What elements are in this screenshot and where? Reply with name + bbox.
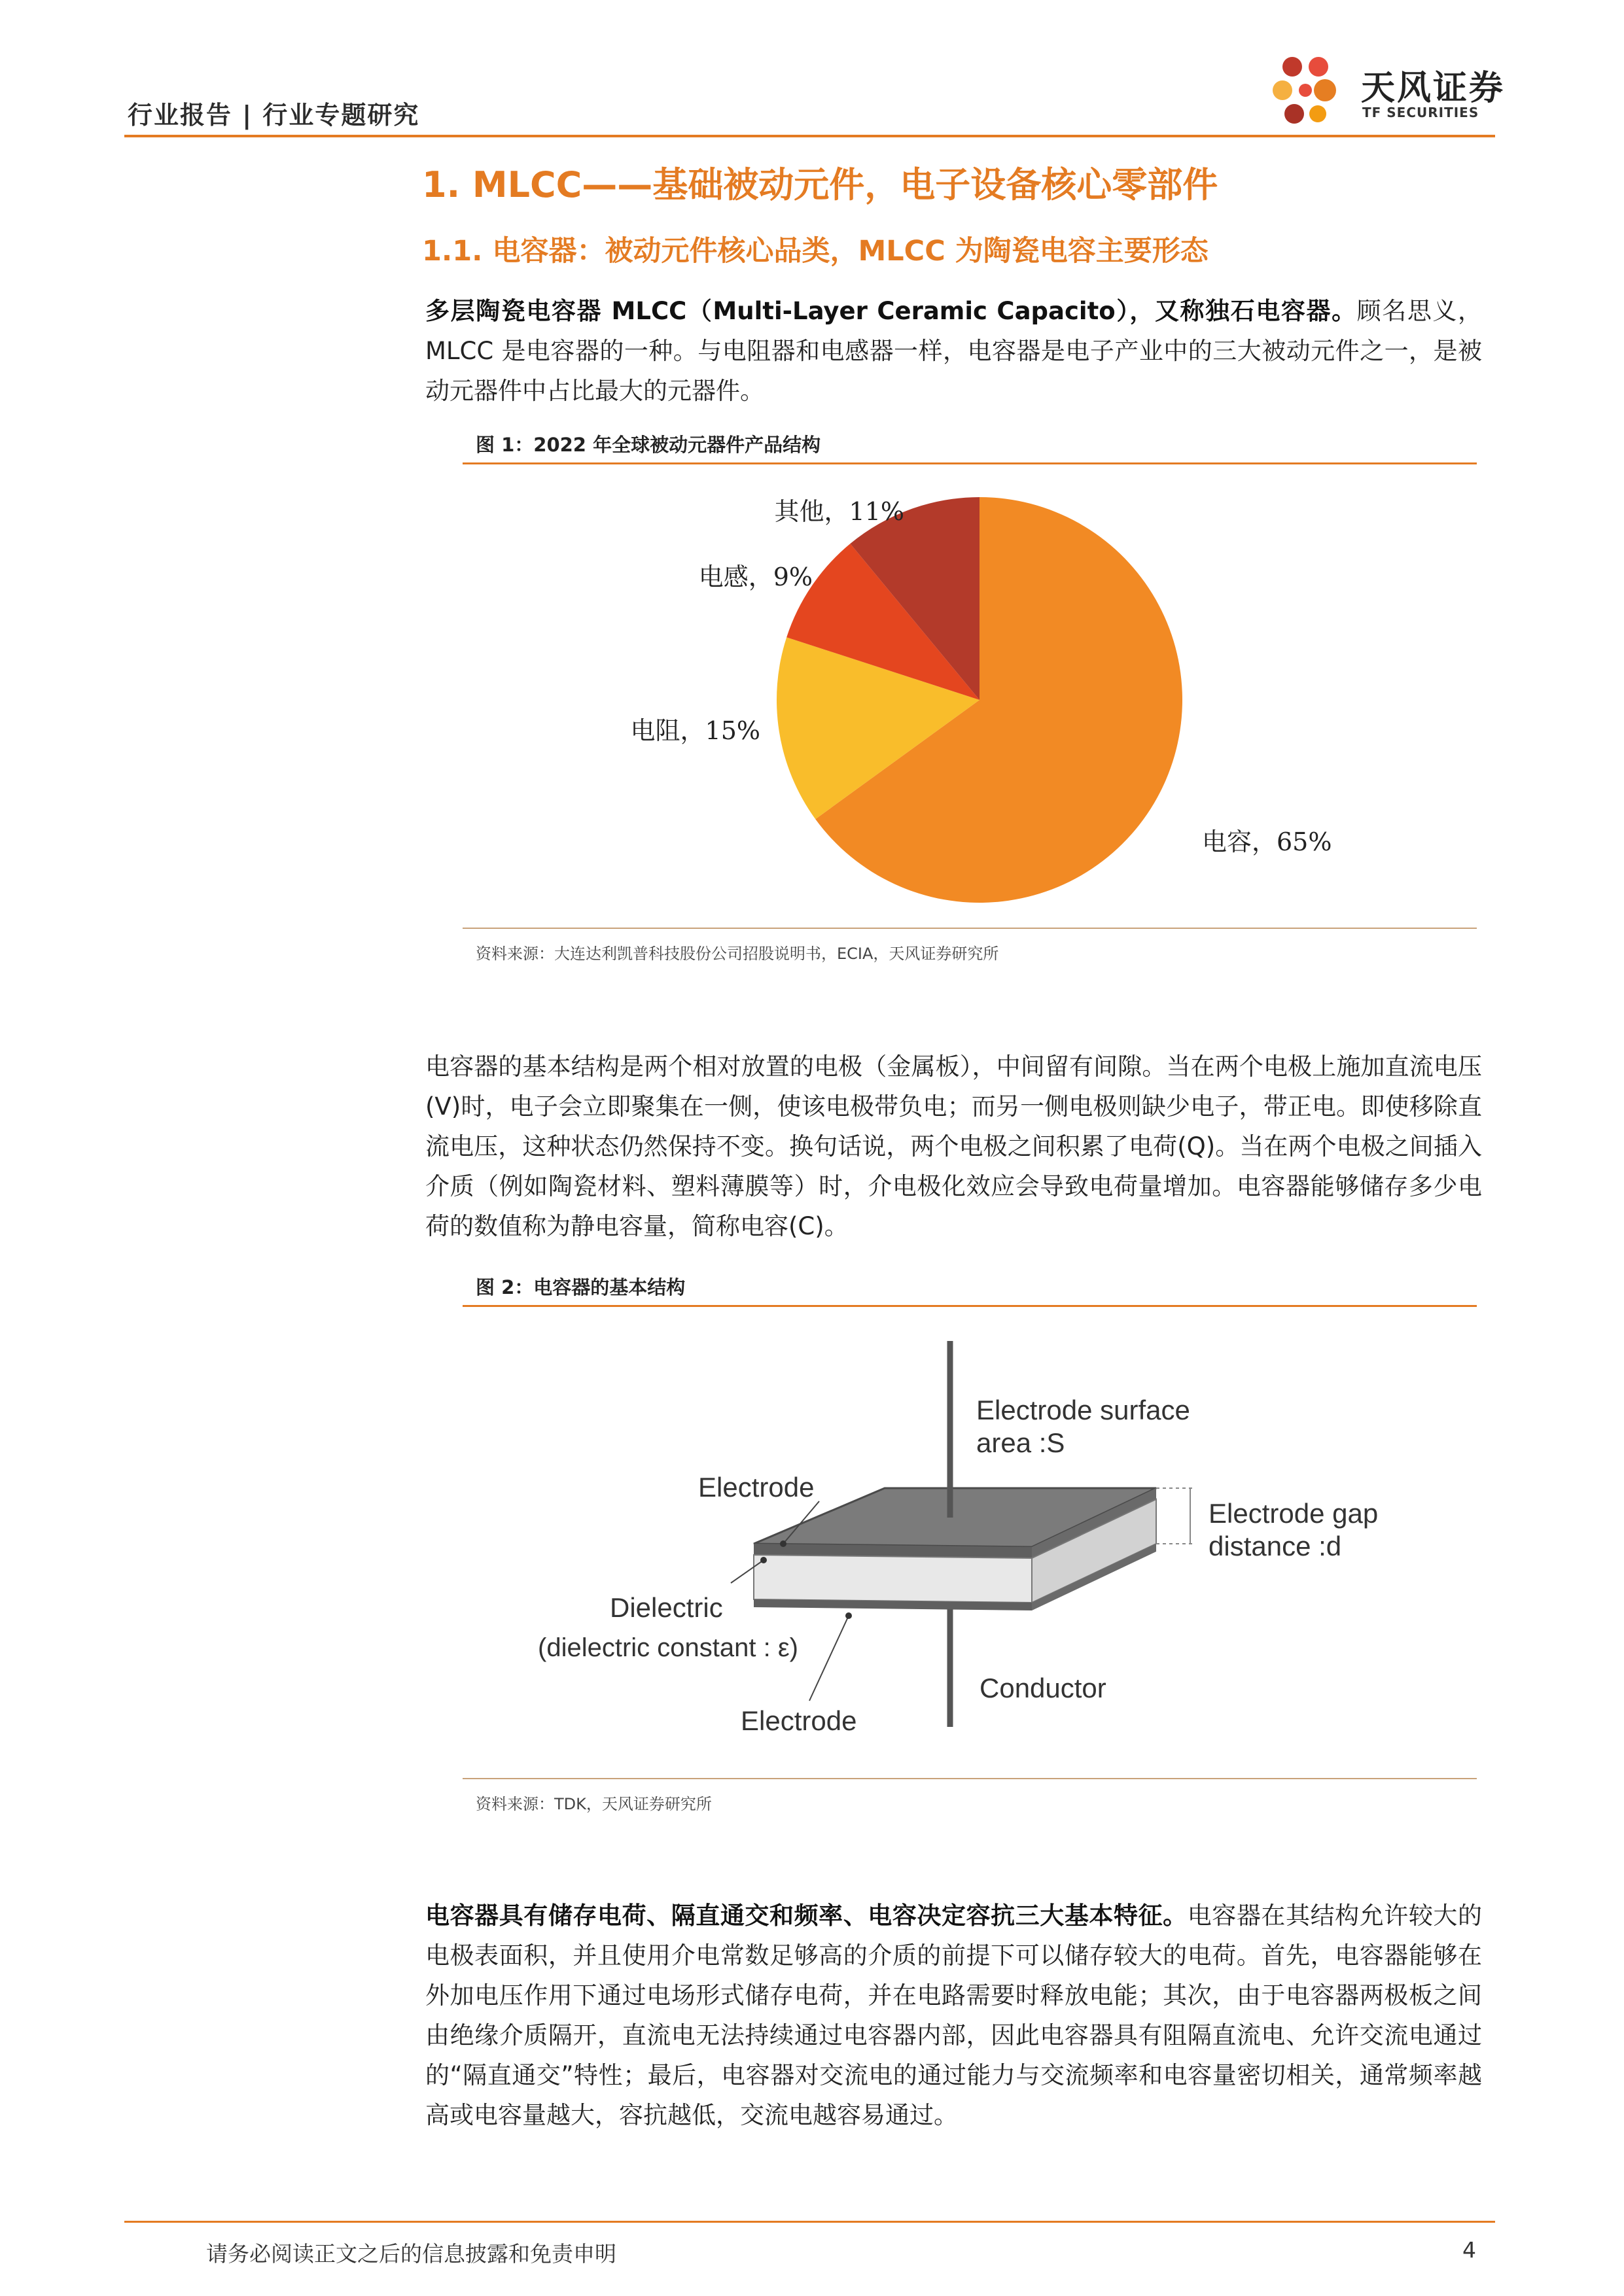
pie-label-其他: 其他，11% <box>774 497 904 526</box>
figure1-source: 资料来源：大连达利凯普科技股份公司招股说明书，ECIA，天风证券研究所 <box>476 945 999 963</box>
structure-paragraph: 电容器的基本结构是两个相对放置的电极（金属板），中间留有间隙。当在两个电极上施加直流电压(V)时，电子会立即聚集在一侧，使该电极带负电；而另一侧电极则缺少电子，带正电。即使移除直流电压，这种状态仍然保持不变。换句话说，两个电极之间积累了电荷(Q)。当在两个电极之间插入介质（例如陶瓷材料、塑料薄膜等）时，介电极化效应会导致电荷量增加。电容器能够储存多少电荷的数值称为静电容量，简称电容(C)。 <box>425 1052 1482 1240</box>
label-gap-1: Electrode gap <box>1209 1498 1379 1529</box>
figure1-top-rule <box>463 462 1477 464</box>
dielectric-front <box>754 1555 1032 1603</box>
figure2-bottom-rule <box>463 1778 1477 1779</box>
features-paragraph <box>425 1896 1482 2135</box>
features-bold: 电容器具有储存电荷、隔直通交和频率、电容决定容抗三大基本特征。 <box>425 1902 1188 1930</box>
intro-bold: 多层陶瓷电容器 MLCC（Multi-Layer Ceramic Capacito），又称独石电容器。 <box>425 297 1357 325</box>
logo-en-text: TF SECURITIES <box>1362 105 1479 120</box>
section-title: 1. MLCC——基础被动元件，电子设备核心零部件 <box>422 164 1218 205</box>
figure2-caption: 图 2：电容器的基本结构 <box>476 1276 686 1298</box>
intro-paragraph <box>425 291 1482 411</box>
pie-label-电感: 电感，9% <box>698 563 813 591</box>
footer-divider <box>124 2221 1495 2223</box>
label-dielectric-2: (dielectric constant : ε) <box>538 1633 798 1662</box>
pie-label-电阻: 电阻，15% <box>630 716 760 745</box>
pie-chart <box>463 478 1477 922</box>
intro-text: 顾名思义，MLCC 是电容器的一种。与电阻器和电感器一样，电容器是电子产业中的三大被动元件之一，是被动元器件中占比最大的元器件。 <box>425 297 1482 405</box>
capacitor-diagram <box>463 1328 1477 1773</box>
label-surface-1: Electrode surface <box>976 1395 1190 1425</box>
label-gap-2: distance :d <box>1209 1531 1342 1561</box>
features-text: 电容器在其结构允许较大的电极表面积，并且使用介电常数足够高的介质的前提下可以储存较大的电荷。首先，电容器能够在外加电压作用下通过电场形式储存电荷，并在电路需要时释放电能；其次，由于电容器两极板之间由绝缘介质隔开，直流电无法持续通过电容器内部，因此电容器具有阻隔直流电、允许交流电通过的“隔直通交”特性；最后，电容器对交流电的通过能力与交流频率和电容量密切相关，通常频率越高或电容量越大，容抗越低，交流电越容易通过。 <box>425 1902 1483 2129</box>
label-electrode-top: Electrode <box>698 1472 815 1503</box>
footer-disclaimer: 请务必阅读正文之后的信息披露和免责申明 <box>206 2241 616 2267</box>
figure1-caption: 图 1：2022 年全球被动元器件产品结构 <box>476 434 821 456</box>
label-surface-2: area :S <box>976 1427 1065 1458</box>
logo-cn-text: 天风证券 <box>1361 69 1506 108</box>
page-number: 4 <box>1462 2237 1476 2263</box>
pie-label-电容: 电容，65% <box>1202 827 1332 856</box>
subsection-title: 1.1. 电容器：被动元件核心品类，MLCC 为陶瓷电容主要形态 <box>422 235 1209 268</box>
label-conductor: Conductor <box>980 1673 1106 1703</box>
figure2-source: 资料来源：TDK，天风证券研究所 <box>476 1795 712 1813</box>
figure1-bottom-rule <box>463 928 1477 929</box>
header-divider <box>124 135 1495 137</box>
label-dielectric-1: Dielectric <box>610 1592 723 1623</box>
label-electrode-bottom: Electrode <box>741 1705 857 1736</box>
report-category: 行业报告 | 行业专题研究 <box>128 101 420 130</box>
flower-icon <box>1273 57 1336 124</box>
figure2-top-rule <box>463 1305 1477 1307</box>
